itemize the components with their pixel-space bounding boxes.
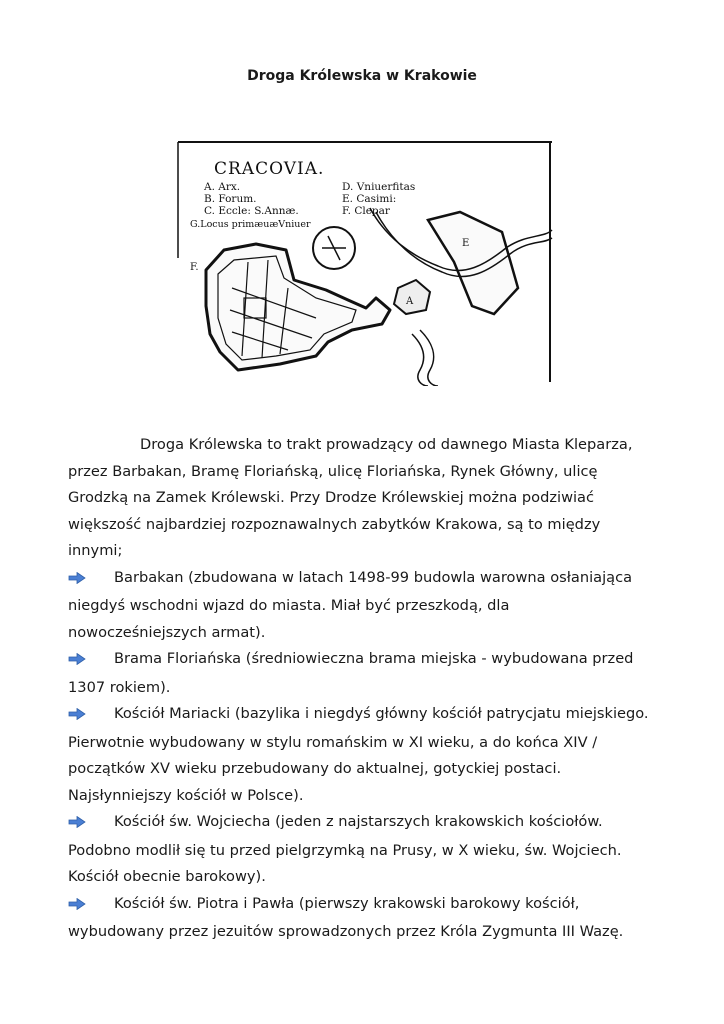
intro-paragraph: Droga Królewska to trakt prowadzący od dawnego Miasta Kleparza, przez Barbakan, Bramę Floriańską, ulicę Floriańska, Rynek Główny, ulicę Grodzką na Zamek Królewski. Przy Drodze Królewskiej można podziwiać większość najbardziej rozpoznawalnych zabytków Krakowa, są to między innymi; bbox=[68, 436, 633, 559]
map-legend-g: G.Locus primæuæVniuer bbox=[190, 219, 311, 230]
map-legend-e: E. Casimi: bbox=[342, 193, 397, 205]
svg-text:E: E bbox=[462, 238, 470, 249]
arrow-icon bbox=[68, 567, 114, 594]
arrow-icon bbox=[68, 893, 114, 920]
list-item-text: Kościół św. Wojciecha (jeden z najstarszych krakowskich kościołów. Podobno modlił się tu przed pielgrzymką na Prusy, w X wieku, św. Wojciech. Kościół obecnie barokowy). bbox=[68, 813, 622, 885]
list-item-text: Kościół Mariacki (bazylika i niegdyś główny kościół patrycjatu miejskiego. Pierwotnie wybudowany w stylu romańskim w XI wieku, a do końca XIV / początków XV wieku przebudowany do aktualnej, gotyckiej postaci. Najsłynniejszy kościół w Polsce). bbox=[68, 705, 649, 804]
list-item bbox=[68, 646, 652, 701]
list-item bbox=[68, 701, 652, 809]
list-item-text: Brama Floriańska (średniowieczna brama miejska - wybudowana przed 1307 rokiem). bbox=[68, 650, 634, 696]
map-heading: CRACOVIA. bbox=[214, 159, 325, 179]
arrow-icon bbox=[68, 703, 114, 730]
map-legend-a: A. Arx. bbox=[204, 181, 241, 193]
svg-text:F.: F. bbox=[190, 262, 199, 273]
list-item-text: Kościół św. Piotra i Pawła (pierwszy krakowski barokowy kościół, wybudowany przez jezuitów sprowadzonych przez Króla Zygmunta III Wazę. bbox=[68, 894, 624, 940]
arrow-icon bbox=[68, 811, 114, 838]
map-legend-d: D. Vniuerfitas bbox=[342, 181, 416, 193]
list-item bbox=[68, 565, 652, 647]
list-item bbox=[68, 891, 652, 946]
map-legend-f: F. Clepar bbox=[342, 205, 390, 217]
page-title: Droga Królewska w Krakowie bbox=[247, 68, 477, 84]
map-legend-b: B. Forum. bbox=[204, 193, 257, 205]
cracovia-map-image bbox=[176, 138, 554, 386]
list-item-text: Barbakan (zbudowana w latach 1498-99 budowla warowna osłaniająca niegdyś wschodni wjazd do miasta. Miał być przeszkodą, dla nowocześniejszych armat). bbox=[68, 568, 633, 641]
map-legend-c: C. Eccle: S.Annæ. bbox=[204, 205, 299, 217]
svg-text:A: A bbox=[406, 296, 414, 307]
compass-icon bbox=[313, 227, 355, 269]
list-item bbox=[68, 809, 652, 891]
document-body bbox=[68, 432, 652, 946]
arrow-icon bbox=[68, 648, 114, 675]
